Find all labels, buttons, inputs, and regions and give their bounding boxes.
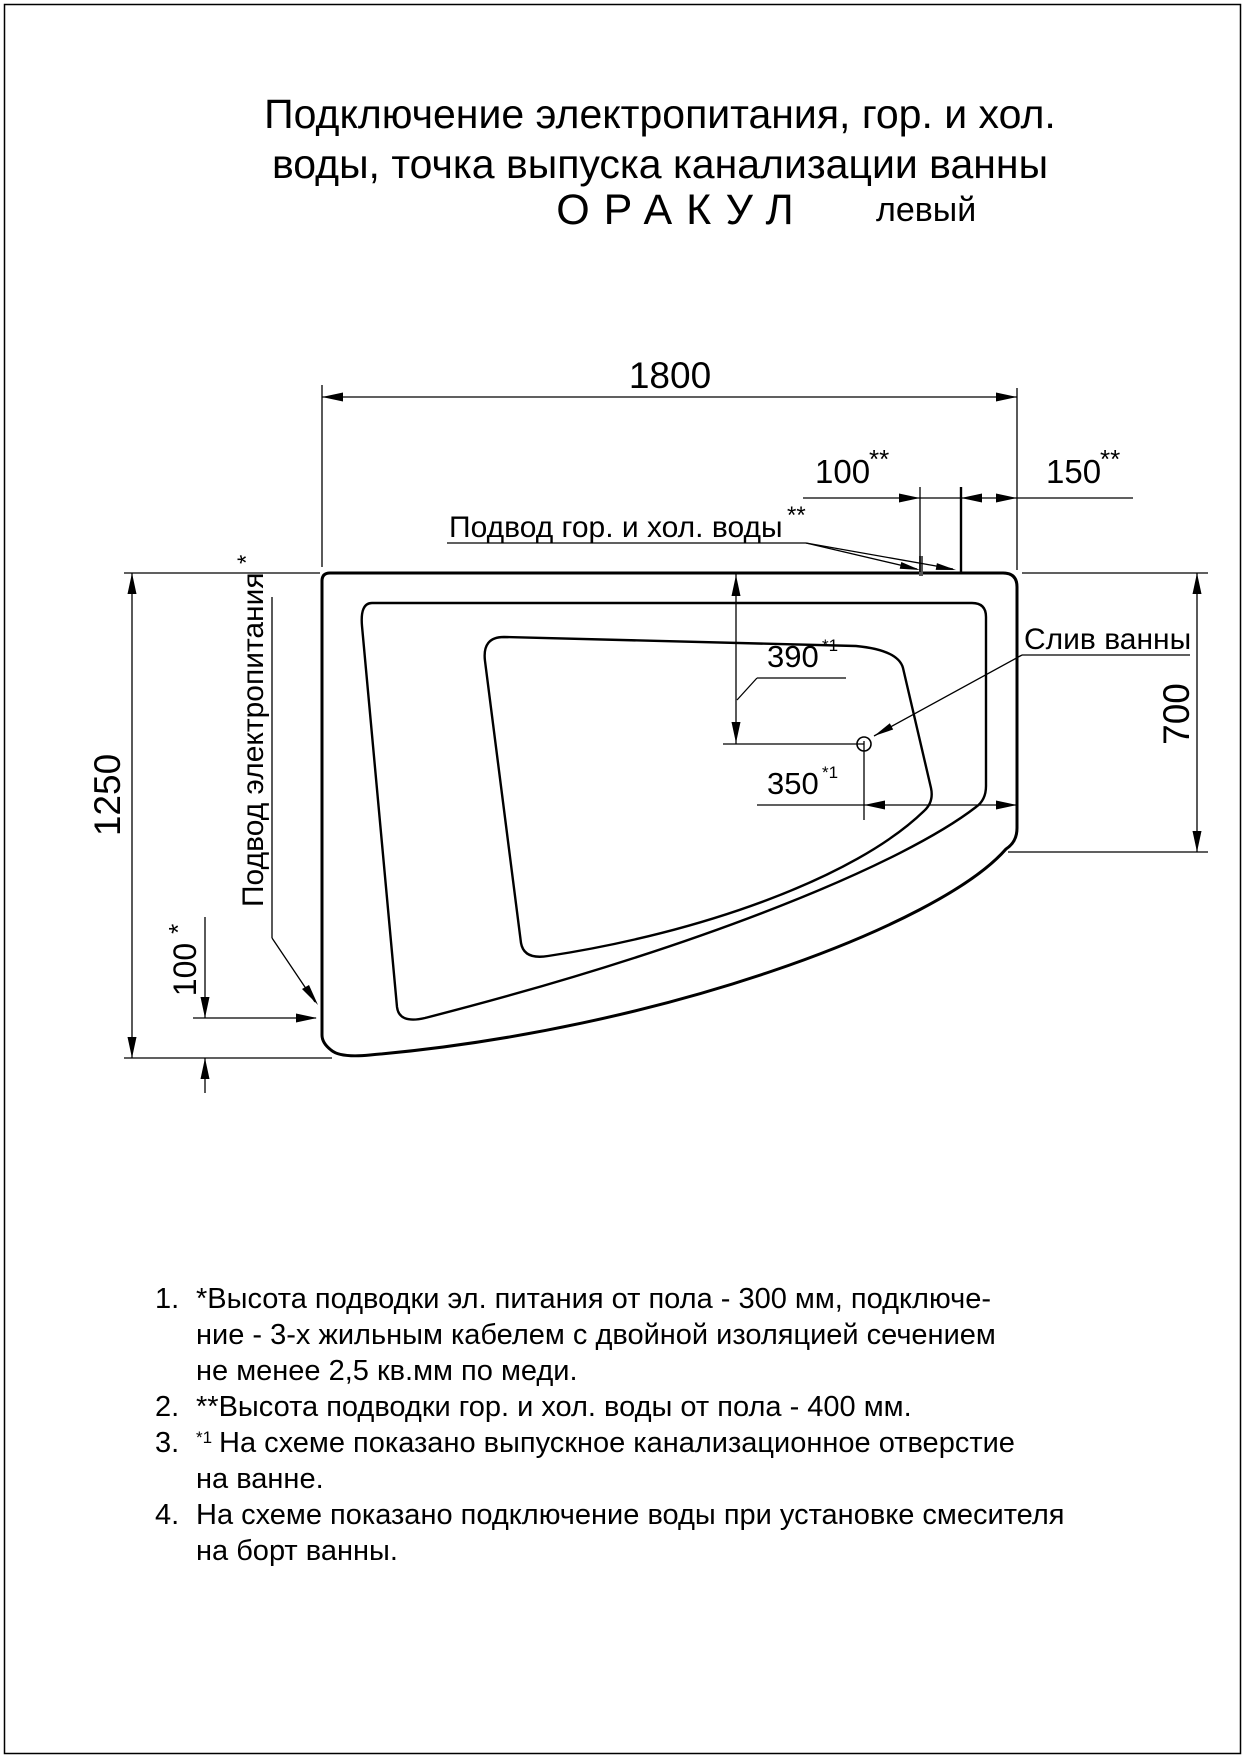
note-number: 4.: [155, 1499, 180, 1531]
arrowhead: [1193, 573, 1202, 594]
arrowhead: [996, 393, 1017, 402]
title-line-1: Подключение электропитания, гор. и хол.: [264, 91, 1056, 137]
bath-outer-rim: [322, 573, 1017, 1056]
model-name: ОРАКУЛ: [556, 186, 808, 234]
dim-1250-label: 1250: [87, 753, 128, 837]
dim-390: [723, 573, 864, 744]
power-supply-label: Подвод электропитания *: [233, 554, 270, 907]
page-border: [5, 5, 1241, 1754]
dim-1250: [87, 573, 332, 1058]
water-supply-leader: [806, 543, 953, 569]
arrowhead: [874, 723, 893, 736]
arrowhead: [201, 1058, 210, 1079]
title-line-2: воды, точка выпуска канализации ванны: [271, 141, 1049, 187]
arrowhead: [201, 997, 210, 1018]
arrowhead: [302, 985, 318, 1005]
arrowhead: [296, 1014, 317, 1023]
note-number: 3.: [155, 1427, 180, 1459]
dim-water-offsets: [803, 444, 1133, 572]
water-supply-callout: [447, 502, 956, 570]
arrowhead: [996, 494, 1017, 503]
note-item-1: [155, 1283, 996, 1387]
arrowhead: [961, 494, 982, 503]
dim-700-label: 700: [1156, 683, 1197, 745]
water-supply-leader: [806, 543, 917, 569]
dim-390-label: 390: [767, 639, 819, 674]
water-supply-label: Подвод гор. и хол. воды **: [449, 502, 806, 544]
arrowhead: [1193, 831, 1202, 852]
bath-inner-rim: [362, 603, 986, 1020]
note-text: на борт ванны.: [196, 1535, 398, 1567]
note-text: На схеме показано подключение воды при установке смесителя: [196, 1499, 1065, 1531]
bath-outline: [322, 556, 1017, 1056]
arrowhead: [732, 575, 741, 596]
dim-350: [757, 741, 1017, 820]
arrowhead: [936, 563, 956, 570]
note-text: *Высота подводки эл. питания от пола - 300 мм, подключе-: [196, 1283, 991, 1315]
arrowhead: [899, 494, 920, 503]
arrowhead: [996, 801, 1017, 810]
notes-list: [155, 1283, 1064, 1567]
drain-label: Слив ванны: [1024, 623, 1192, 656]
arrowhead: [322, 393, 343, 402]
drawing-title: [264, 91, 1056, 234]
note-item-2: [155, 1391, 912, 1423]
note-item-3: [155, 1427, 1015, 1495]
dim-390-sup: *1: [822, 636, 839, 655]
dim-100-power-label: 100 *: [163, 923, 203, 997]
dim-350-label: 350: [767, 766, 819, 801]
drain-callout: [874, 623, 1191, 736]
dim-350-sup: *1: [822, 763, 839, 782]
note-text: **Высота подводки гор. и хол. воды от пола - 400 мм.: [196, 1391, 912, 1423]
note-number: 2.: [155, 1391, 180, 1423]
note-text: на ванне.: [196, 1463, 324, 1495]
dim-100-water-label: 100 **: [815, 444, 890, 490]
model-variant: левый: [876, 191, 977, 229]
arrowhead: [864, 801, 885, 810]
dim-700: [1008, 573, 1208, 852]
drain-leader: [874, 655, 1022, 736]
power-supply-callout: [233, 555, 318, 1005]
note-superscript: *1: [196, 1428, 213, 1447]
dim-150-water-label: 150 **: [1046, 444, 1121, 490]
note-text: ние - 3-х жильным кабелем с двойной изоляцией сечением: [196, 1319, 996, 1351]
arrowhead: [128, 573, 137, 594]
arrowhead: [732, 722, 741, 743]
note-text: не менее 2,5 кв.мм по меди.: [196, 1355, 578, 1387]
dim-100-power: [163, 917, 317, 1093]
dim-1800-label: 1800: [628, 355, 712, 396]
note-text: На схеме показано выпускное канализационное отверстие: [219, 1427, 1015, 1459]
note-number: 1.: [155, 1283, 180, 1315]
arrowhead: [128, 1037, 137, 1058]
note-item-4: [155, 1499, 1064, 1567]
